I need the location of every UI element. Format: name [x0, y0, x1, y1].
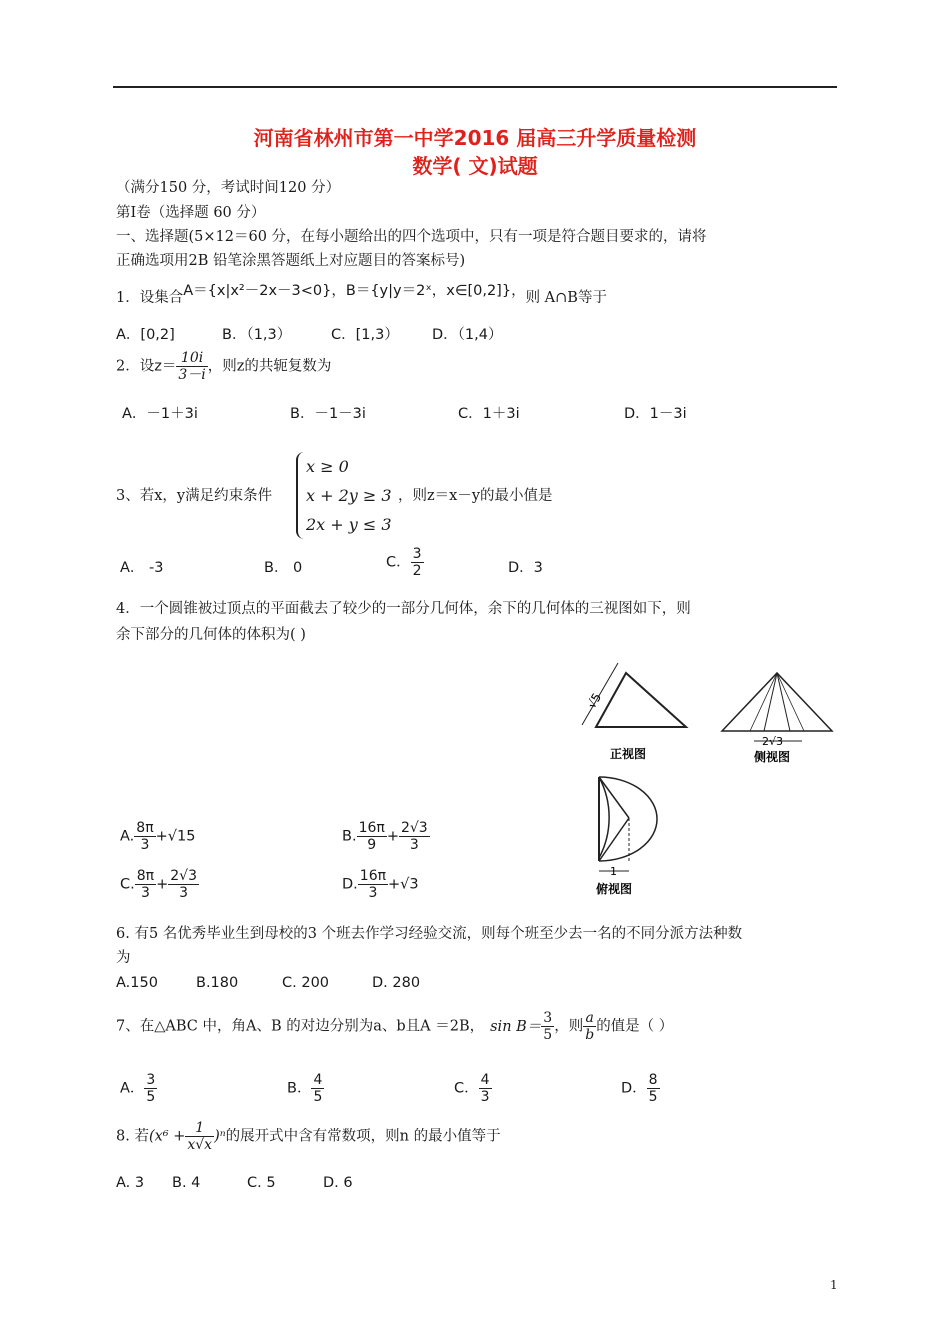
- q8-fraction: [185, 1120, 214, 1153]
- q4-b-fraction-2: [399, 820, 430, 853]
- q4-c-den: 3: [140, 885, 150, 902]
- q4-c-num2: 2√3: [170, 868, 197, 884]
- q3-c-den: 2: [412, 563, 422, 580]
- q6-line-2: 为: [116, 950, 131, 966]
- q8-suffix: 的展开式中含有常数项，则n 的最小值等于: [225, 1128, 501, 1145]
- q7-sin-fraction: [541, 1010, 554, 1043]
- q7-sin-num: 3: [543, 1010, 553, 1026]
- q7-option-c: [454, 1072, 492, 1105]
- q2-fraction-den: 3－i: [178, 367, 206, 384]
- side-view-2sqrt3: 2√3: [762, 735, 784, 748]
- q6-option-b: B.180: [196, 975, 239, 991]
- q4-a-den: 3: [140, 837, 150, 854]
- q7-mid: ，则: [554, 1018, 584, 1035]
- q3-option-d: D．3: [508, 560, 543, 576]
- q4-c-plus: +: [156, 876, 169, 893]
- q3-option-c: [386, 546, 424, 579]
- front-view-sqrt5: √5: [584, 690, 605, 711]
- q4-b-fraction-1: [357, 820, 387, 853]
- q7-a-label: A．: [120, 1080, 145, 1097]
- q2-option-c: C．1＋3i: [458, 406, 520, 422]
- q4-a-fraction: [134, 820, 155, 853]
- q8-option-b: B. 4: [172, 1175, 201, 1191]
- q2-option-d: D．1－3i: [624, 406, 687, 422]
- q4-line-2: 余下部分的几何体的体积为( ): [116, 627, 306, 643]
- q3-constraint-3: 2x + y ≤ 3: [306, 515, 392, 534]
- part-heading: 第Ⅰ卷（选择题 60 分）: [116, 205, 266, 221]
- q7-c-den: 3: [480, 1089, 490, 1106]
- q4-a-num: 8π: [136, 820, 154, 836]
- q7-ab-fraction: [583, 1010, 596, 1043]
- q1-option-a: A．[0,2]: [116, 327, 175, 343]
- q7-sin-den: 5: [543, 1027, 553, 1044]
- q7-c-label: C．: [454, 1080, 479, 1097]
- q6-line-1: 6. 有5 名优秀毕业生到母校的3 个班去作学习经验交流，则每个班至少去一名的不同分派方法种数: [116, 926, 743, 942]
- q4-c-den2: 3: [179, 885, 189, 902]
- q2-stem: [116, 350, 331, 383]
- q8-option-d: D. 6: [323, 1175, 353, 1191]
- q7-sinB: sin B＝: [490, 1018, 542, 1035]
- q4-c-fraction-1: [135, 868, 156, 901]
- q1-option-b: B．（1,3）: [222, 327, 292, 343]
- q2-z: z＝: [154, 358, 177, 375]
- front-view: [582, 663, 686, 761]
- q4-line-1: 4．一个圆锥被过顶点的平面截去了较少的一部分几何体，余下的几何体的三视图如下，则: [116, 601, 691, 617]
- q1-prefix: 1．设集合: [116, 290, 184, 306]
- q7-ab-num: a: [583, 1010, 596, 1027]
- title-line-1: 河南省林州市第一中学2016 届高三升学质量检测: [253, 126, 697, 150]
- q8-stem: [116, 1120, 501, 1153]
- q4-c-label: C.: [120, 876, 135, 893]
- q4-c-fraction-2: [168, 868, 199, 901]
- q3-prefix: 3、若x，y满足约束条件: [116, 488, 273, 504]
- q4-option-a: [120, 820, 195, 853]
- top-view-one: 1: [610, 865, 617, 878]
- q8-option-c: C. 5: [247, 1175, 276, 1191]
- q4-d-den: 3: [368, 885, 378, 902]
- q7-a-den: 5: [146, 1089, 156, 1106]
- q2-fraction: [176, 350, 207, 383]
- q4-a-label: A.: [120, 828, 135, 845]
- score-time: （满分150 分，考试时间120 分）: [116, 180, 341, 196]
- q7-ab-den: b: [585, 1027, 595, 1044]
- q4-d-label: D.: [342, 876, 358, 893]
- q4-b-label: B.: [342, 828, 357, 845]
- q3-suffix: ，则z＝x－y的最小值是: [398, 488, 553, 504]
- q7-option-a: [120, 1072, 157, 1105]
- q1-option-c: C．[1,3）: [331, 327, 399, 343]
- q7-c-num: 4: [480, 1072, 490, 1088]
- q4-b-den2: 3: [409, 837, 419, 854]
- q8-prefix: 8. 若: [116, 1128, 149, 1145]
- q4-option-c: [120, 868, 199, 901]
- q7-b-fraction: [311, 1072, 324, 1105]
- q8-frac-den: x√x: [187, 1137, 213, 1154]
- q4-b-plus: +: [386, 828, 399, 845]
- q8-option-a: A. 3: [116, 1175, 145, 1191]
- q3-c-num: 3: [412, 546, 422, 562]
- page-number: 1: [830, 1278, 838, 1292]
- q3-constraint-1: x ≥ 0: [306, 457, 349, 476]
- q3-constraint-system: [296, 452, 392, 539]
- q1-sets: A＝{x|x²－2x－3<0}，B＝{y|y＝2ˣ，x∈[0,2]}，: [183, 283, 526, 299]
- q2-option-a: A．－1＋3i: [122, 406, 198, 422]
- q2-prefix: 2．设: [116, 358, 155, 375]
- q7-b-den: 5: [313, 1089, 323, 1106]
- q7-d-num: 8: [648, 1072, 658, 1088]
- top-view: [596, 777, 657, 896]
- side-view-label: 侧视图: [754, 750, 791, 764]
- q4-option-d: [342, 868, 419, 901]
- q7-d-den: 5: [648, 1089, 658, 1106]
- q1-suffix: 则 A∩B等于: [525, 290, 607, 306]
- q6-option-a: A.150: [116, 975, 158, 991]
- instructions-line-1: 一、选择题(5×12＝60 分，在每小题给出的四个选项中，只有一项是符合题目要求的，请将: [116, 229, 707, 245]
- side-view: [722, 673, 832, 764]
- q7-d-fraction: [647, 1072, 660, 1105]
- q2-suffix: ，则z的共轭复数为: [207, 358, 332, 375]
- q4-d-tail: +√3: [388, 876, 419, 893]
- q3-option-c-label: C．: [386, 554, 411, 571]
- three-view-figure: [560, 655, 850, 905]
- q4-b-den: 9: [367, 837, 377, 854]
- q7-a-num: 3: [146, 1072, 156, 1088]
- q6-option-c: C. 200: [282, 975, 330, 991]
- top-view-label: 俯视图: [596, 882, 633, 896]
- q2-fraction-num: 10i: [176, 350, 207, 367]
- q3-option-a: A． -3: [120, 560, 164, 576]
- q4-b-num2: 2√3: [400, 820, 428, 836]
- q3-option-c-fraction: [411, 546, 424, 579]
- q1-stem: [116, 283, 607, 307]
- q7-option-d: [621, 1072, 660, 1105]
- q8-expr-open: (x⁶ +: [148, 1128, 186, 1145]
- q4-d-num: 16π: [359, 868, 387, 884]
- q3-option-b: B． 0: [264, 560, 303, 576]
- q7-a-fraction: [144, 1072, 157, 1105]
- front-view-label: 正视图: [610, 747, 647, 761]
- instructions-line-2: 正确选项用2B 铅笔涂黑答题纸上对应题目的答案标号): [116, 253, 466, 269]
- q2-option-b: B．－1－3i: [290, 406, 366, 422]
- q7-option-b: [287, 1072, 324, 1105]
- q7-suffix: 的值是（ ）: [596, 1018, 674, 1035]
- q4-b-num: 16π: [358, 820, 385, 836]
- q4-d-fraction: [358, 868, 388, 901]
- q8-expr-close: )ⁿ: [214, 1128, 226, 1145]
- q7-prefix: 7、在△ABC 中，角A、B 的对边分别为a、b且A ＝2B，: [116, 1018, 485, 1035]
- q7-b-num: 4: [313, 1072, 323, 1088]
- q7-b-label: B．: [287, 1080, 312, 1097]
- q1-option-d: D．（1,4）: [432, 327, 503, 343]
- q6-option-d: D. 280: [372, 975, 421, 991]
- q3-constraint-2: x + 2y ≥ 3: [306, 486, 392, 505]
- q7-c-fraction: [479, 1072, 492, 1105]
- q8-frac-num: 1: [185, 1120, 214, 1137]
- header-rule: [113, 86, 837, 88]
- q7-d-label: D．: [621, 1080, 647, 1097]
- q7-stem: [116, 1010, 673, 1043]
- q4-a-tail: +√15: [155, 828, 196, 845]
- title-line-2: 数学( 文)试题: [412, 154, 538, 178]
- q4-c-num: 8π: [136, 868, 155, 884]
- q4-option-b: [342, 820, 430, 853]
